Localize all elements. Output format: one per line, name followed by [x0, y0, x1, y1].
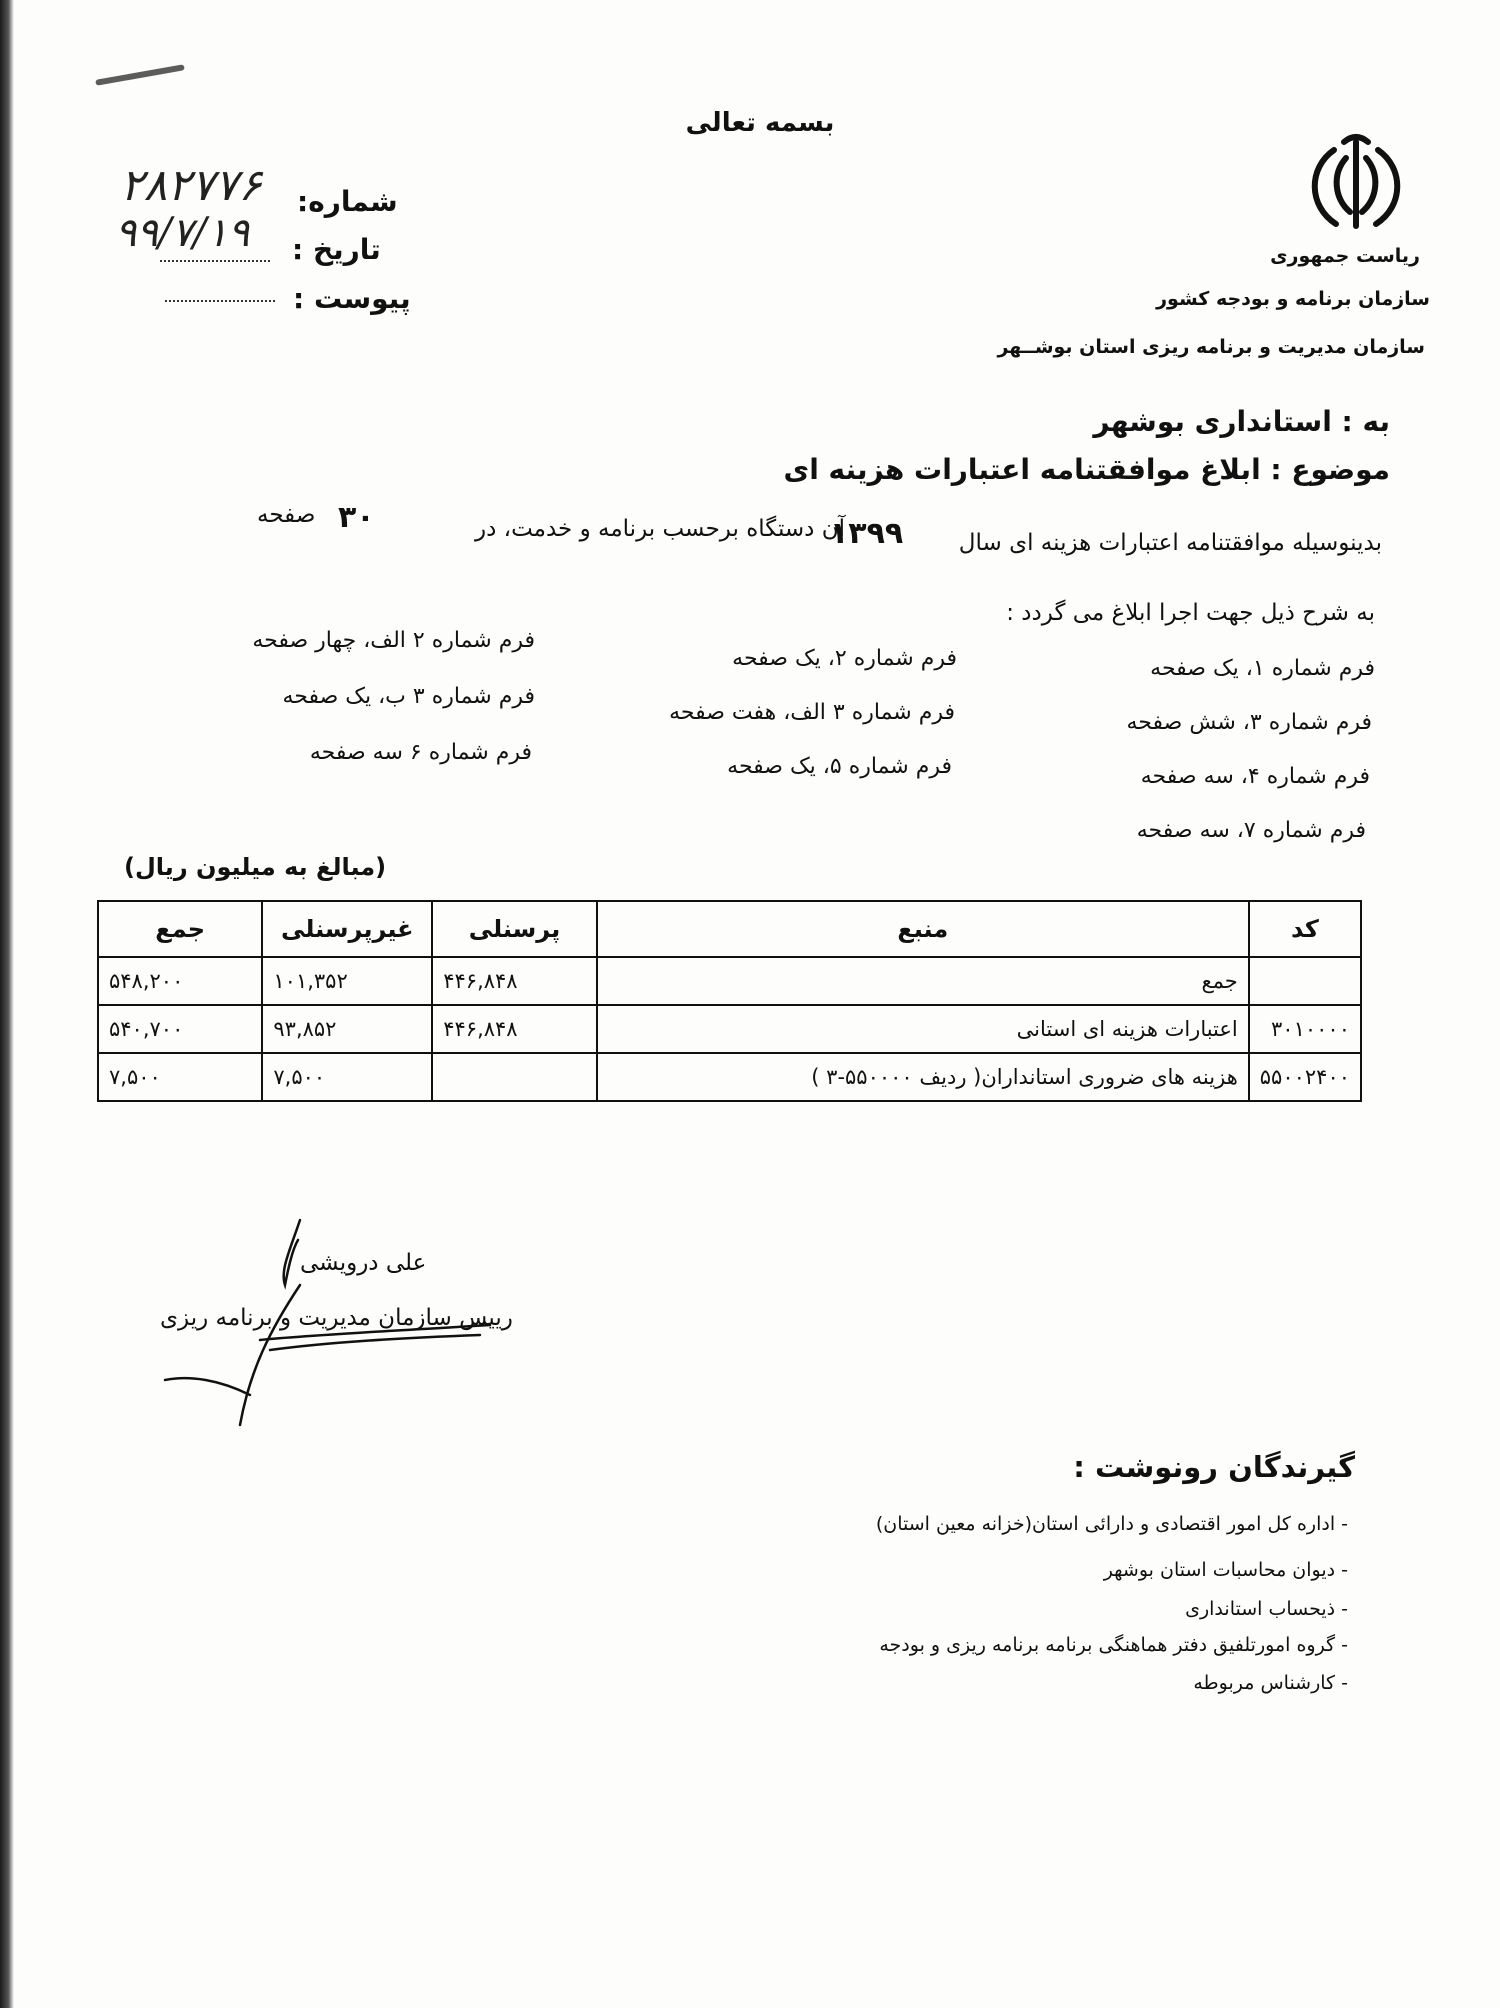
- form-item: فرم شماره ۳ ب، یک صفحه: [282, 684, 535, 709]
- cell-source: اعتبارات هزینه ای استانی: [597, 1005, 1249, 1053]
- cc-item: - اداره کل امور اقتصادی و دارائی استان(خزانه معین استان): [875, 1513, 1348, 1535]
- header-code: کد: [1249, 901, 1361, 957]
- date-label: تاریخ :: [292, 233, 381, 266]
- cell-source: هزینه های ضروری استانداران( ردیف ۵۵۰۰۰۰-۳ ): [597, 1053, 1249, 1101]
- form-item: فرم شماره ۷، سه صفحه: [1136, 818, 1366, 843]
- cc-item: - گروه امورتلفیق دفتر هماهنگی برنامه برنامه ریزی و بودجه: [879, 1634, 1348, 1656]
- cc-item: - کارشناس مربوطه: [1193, 1672, 1348, 1694]
- body-pages-count: ۳۰: [338, 500, 375, 535]
- table-row: [98, 957, 1361, 1005]
- cell-code: [1249, 957, 1361, 1005]
- cell-personnel: [432, 1053, 597, 1101]
- subject: موضوع : ابلاغ موافقتنامه اعتبارات هزینه ای: [783, 453, 1390, 486]
- iran-emblem-icon: [1296, 128, 1416, 238]
- form-item: فرم شماره ۱، یک صفحه: [1150, 656, 1375, 681]
- cell-personnel: ۴۴۶,۸۴۸: [432, 1005, 597, 1053]
- cell-non-personnel: ۹۳,۸۵۲: [262, 1005, 432, 1053]
- date-value: ۹۹/۷/۱۹: [115, 210, 250, 256]
- recipient: به : استانداری بوشهر: [1093, 405, 1390, 438]
- org-line-province: سازمان مدیریت و برنامه ریزی استان بوشــهر: [997, 336, 1425, 358]
- body-part1: بدینوسیله موافقتنامه اعتبارات هزینه ای سال: [958, 530, 1382, 556]
- attachment-label: پیوست :: [293, 282, 411, 315]
- form-item: فرم شماره ۲، یک صفحه: [732, 646, 957, 671]
- date-dots: [160, 256, 270, 262]
- form-item: فرم شماره ۳، شش صفحه: [1126, 710, 1372, 735]
- cell-non-personnel: ۱۰۱,۳۵۲: [262, 957, 432, 1005]
- header-non-personnel: غیرپرسنلی: [262, 901, 432, 957]
- amount-unit-note: (مبالغ به میلیون ریال): [124, 853, 387, 881]
- header-source: منبع: [597, 901, 1249, 957]
- cell-source: جمع: [597, 957, 1249, 1005]
- org-line-budget: سازمان برنامه و بودجه کشور: [1156, 288, 1430, 310]
- form-item: فرم شماره ۲ الف، چهار صفحه: [252, 628, 535, 653]
- header-personnel: پرسنلی: [432, 901, 597, 957]
- signer-name: علی درویشی: [300, 1250, 427, 1276]
- form-item: فرم شماره ۶ سه صفحه: [309, 740, 532, 765]
- cell-total: ۷,۵۰۰: [98, 1053, 262, 1101]
- cell-code: ۵۵۰۰۲۴۰۰: [1249, 1053, 1361, 1101]
- cc-item: - ذیحساب استانداری: [1185, 1598, 1348, 1620]
- body-line2: به شرح ذیل جهت اجرا ابلاغ می گردد :: [1006, 600, 1375, 626]
- cell-total: ۵۴۰,۷۰۰: [98, 1005, 262, 1053]
- attachment-dots: [165, 296, 275, 302]
- cell-code: ۳۰۱۰۰۰۰: [1249, 1005, 1361, 1053]
- form-item: فرم شماره ۳ الف، هفت صفحه: [669, 700, 955, 725]
- table-row: [98, 1005, 1361, 1053]
- credits-table: [97, 900, 1362, 1102]
- cc-item: - دیوان محاسبات استان بوشهر: [1103, 1559, 1348, 1581]
- cell-non-personnel: ۷,۵۰۰: [262, 1053, 432, 1101]
- body-part2: آن دستگاه برحسب برنامه و خدمت، در: [475, 516, 845, 542]
- header-total: جمع: [98, 901, 262, 957]
- scan-edge: [0, 0, 14, 2008]
- bismillah: بسمه تعالی: [685, 108, 835, 138]
- form-item: فرم شماره ۵، یک صفحه: [727, 754, 952, 779]
- signer-title: رییس سازمان مدیریت و برنامه ریزی: [160, 1305, 513, 1331]
- cell-total: ۵۴۸,۲۰۰: [98, 957, 262, 1005]
- number-label: شماره:: [297, 185, 398, 218]
- cc-title: گیرندگان رونوشت :: [1073, 1450, 1355, 1484]
- cell-personnel: ۴۴۶,۸۴۸: [432, 957, 597, 1005]
- table-header-row: [98, 901, 1361, 957]
- scan-mark: [95, 64, 185, 86]
- table-row: [98, 1053, 1361, 1101]
- org-line-presidency: ریاست جمهوری: [1270, 245, 1420, 267]
- form-item: فرم شماره ۴، سه صفحه: [1140, 764, 1370, 789]
- number-value: ۲۸۲۷۷۶: [120, 160, 262, 211]
- body-pages-word: صفحه: [257, 502, 316, 528]
- body-year: ۱۳۹۹: [830, 516, 904, 551]
